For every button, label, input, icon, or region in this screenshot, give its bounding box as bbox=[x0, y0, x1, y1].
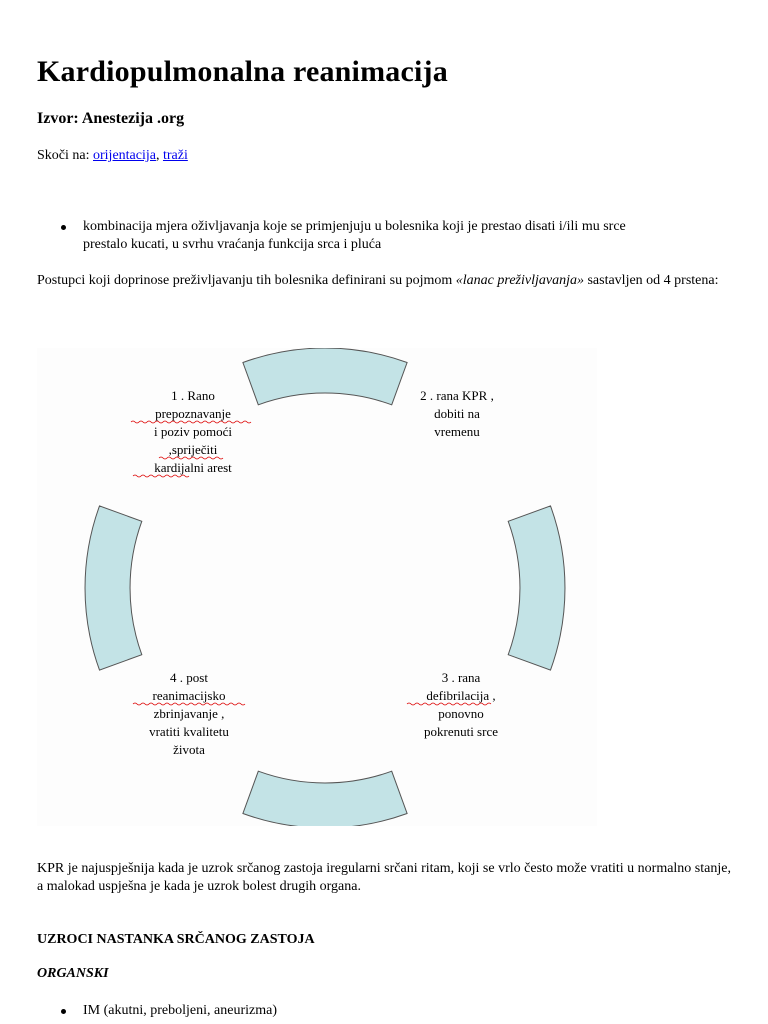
section-subheading: ORGANSKI bbox=[37, 966, 109, 981]
causes-bullet-list bbox=[37, 1002, 717, 1020]
source-line: Izvor: Anestezija .org bbox=[37, 110, 185, 127]
para1-before: Postupci koji doprinose preživljavanju tih bolesnika definirani su pojmom bbox=[37, 273, 453, 288]
intro-paragraph bbox=[37, 272, 737, 290]
chain-of-survival-diagram bbox=[37, 348, 597, 826]
para1-emphasis: «lanac preživljavanja» bbox=[455, 273, 584, 288]
list-item bbox=[37, 218, 717, 254]
link-trazi[interactable]: traži bbox=[162, 148, 188, 163]
chain-diagram-svg bbox=[37, 348, 597, 826]
intro-bullet-list bbox=[37, 218, 717, 254]
kpr-paragraph: KPR je najuspješnija kada je uzrok srčanog zastoja iregularni srčani ritam, koji se vrlo često može vratiti u normalno stanje, a malokad uspješna je kada je uzrok bolest drugih organa. bbox=[37, 861, 731, 894]
step-1-line-1: 1 . Rano bbox=[171, 388, 215, 403]
step-4-line-3: zbrinjavanje , bbox=[153, 706, 225, 721]
step-4-line-4: vratiti kvalitetu bbox=[149, 724, 229, 739]
step-3-line-1: 3 . rana bbox=[441, 670, 481, 685]
list-item-line-2: prestalo kucati, u svrhu vraćanja funkcija srca i pluća bbox=[83, 237, 382, 252]
jump-separator: , bbox=[155, 148, 160, 163]
step-1-line-3: i poziv pomoći bbox=[154, 424, 232, 439]
step-3-line-3: ponovno bbox=[438, 706, 484, 721]
step-1-line-5: kardijalni arest bbox=[154, 460, 232, 475]
step-4-line-5: života bbox=[173, 742, 205, 757]
list-item: IM (akutni, preboljeni, aneurizma) bbox=[37, 1002, 717, 1020]
step-2-line-2: dobiti na bbox=[434, 406, 480, 421]
link-orijentacija[interactable]: orijentacija bbox=[93, 148, 156, 163]
jump-prefix: Skoči na: bbox=[37, 148, 90, 163]
step-3-line-2: defibrilacija , bbox=[426, 688, 496, 703]
jump-to-nav bbox=[37, 148, 188, 164]
step-1-line-4: ,spriječiti bbox=[168, 442, 218, 457]
step-4-line-2: reanimacijsko bbox=[152, 688, 226, 703]
list-item-line-1: kombinacija mjera oživljavanja koje se primjenjuju u bolesnika koji je prestao disati i/ili mu srce bbox=[83, 219, 626, 234]
page-title: Kardiopulmonalna reanimacija bbox=[37, 55, 448, 88]
step-3-line-4: pokrenuti srce bbox=[423, 724, 499, 739]
section-heading: UZROCI NASTANKA SRČANOG ZASTOJA bbox=[37, 932, 315, 947]
step-4-line-1: 4 . post bbox=[170, 670, 208, 685]
para1-after: sastavljen od 4 prstena: bbox=[587, 273, 719, 288]
step-2-line-3: vremenu bbox=[434, 424, 480, 439]
step-2-line-1: 2 . rana KPR , bbox=[420, 388, 494, 403]
step-1-line-2: prepoznavanje bbox=[155, 406, 231, 421]
